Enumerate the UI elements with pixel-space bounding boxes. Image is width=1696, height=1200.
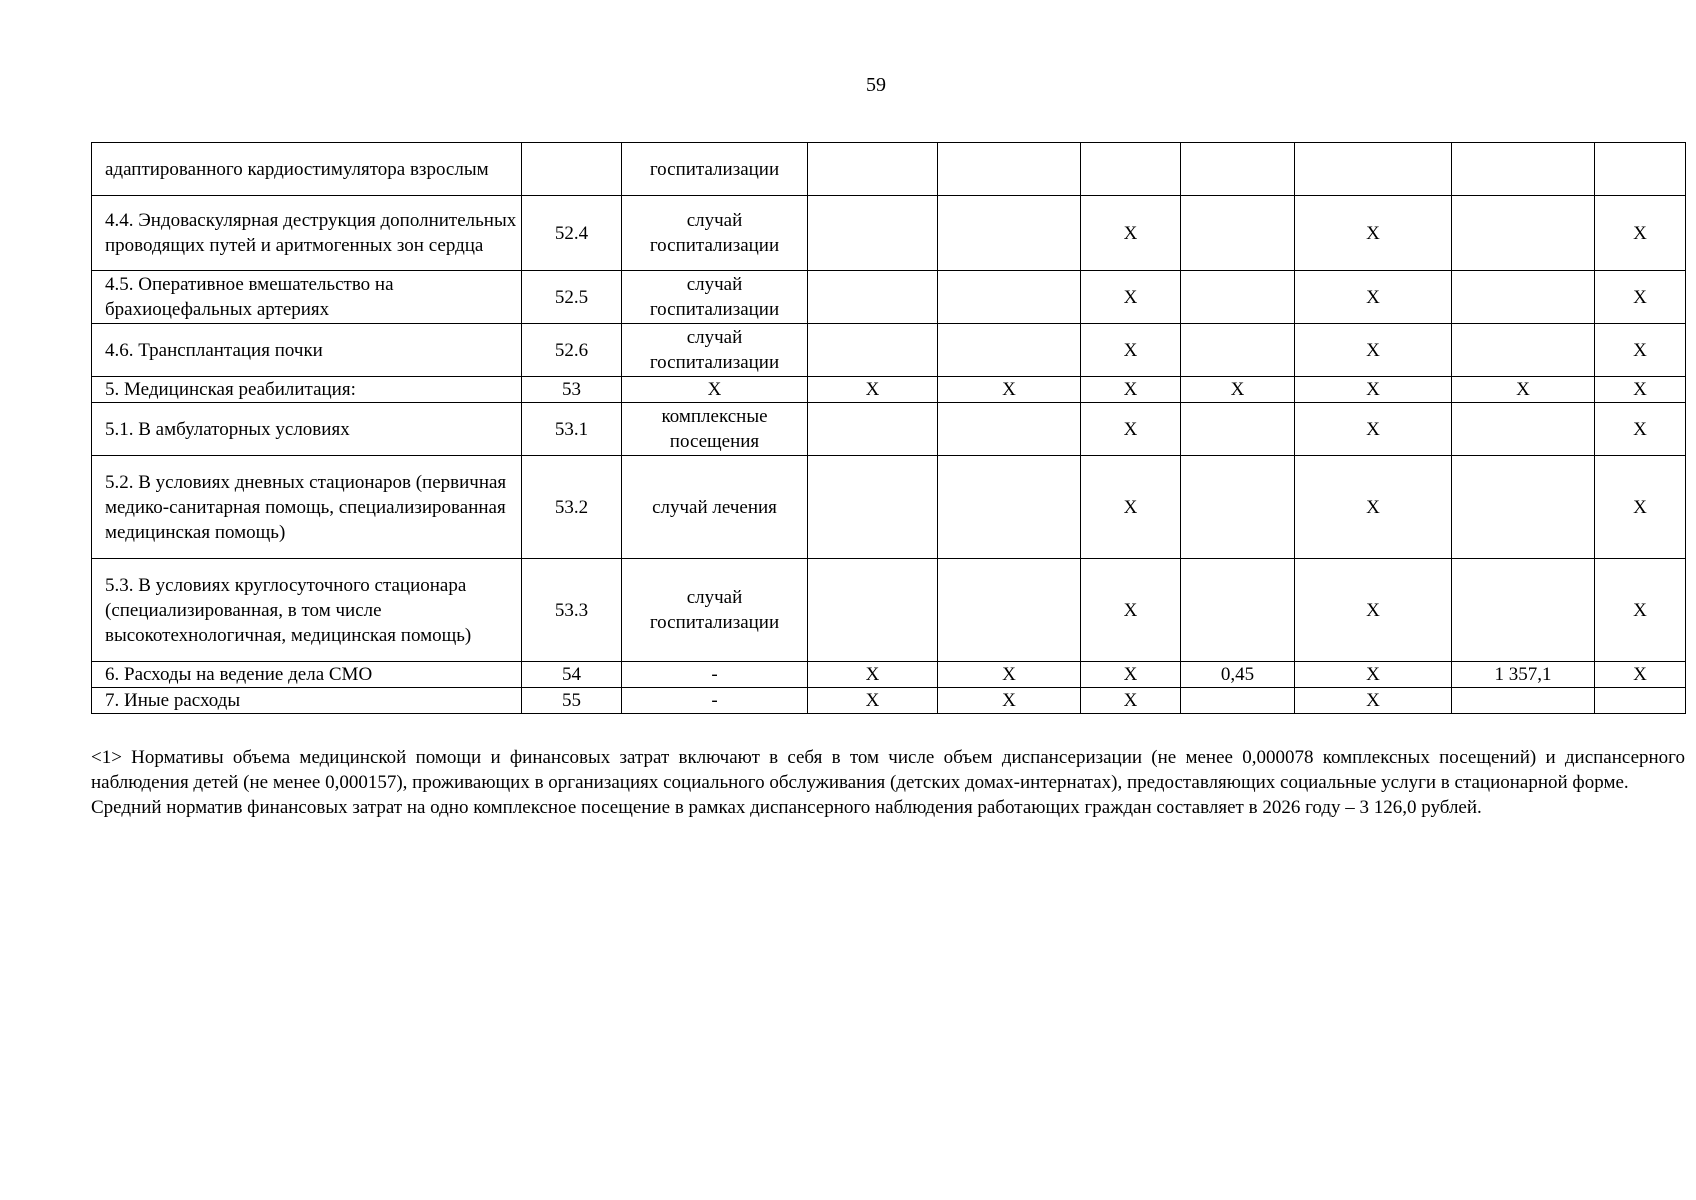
row-unit: случай госпитализации — [622, 324, 808, 377]
row-code: 53 — [522, 377, 622, 403]
cell-col-4: Х — [808, 662, 938, 688]
cell-col-10: Х — [1595, 324, 1686, 377]
cell-col-5: Х — [938, 688, 1081, 714]
cell-col-6: Х — [1081, 559, 1181, 662]
cell-col-8: Х — [1295, 662, 1452, 688]
cell-col-9 — [1452, 324, 1595, 377]
cell-col-4 — [808, 456, 938, 559]
cell-col-8: Х — [1295, 456, 1452, 559]
row-code: 52.5 — [522, 271, 622, 324]
row-unit: госпитализации — [622, 143, 808, 196]
cell-col-5: Х — [938, 377, 1081, 403]
cell-col-8 — [1295, 143, 1452, 196]
row-unit: - — [622, 662, 808, 688]
cell-col-5 — [938, 143, 1081, 196]
cell-col-9 — [1452, 688, 1595, 714]
cell-col-5 — [938, 271, 1081, 324]
row-name: 7. Иные расходы — [92, 688, 522, 714]
cell-col-7 — [1181, 196, 1295, 271]
cell-col-6: Х — [1081, 403, 1181, 456]
cell-col-9 — [1452, 196, 1595, 271]
table-row — [92, 377, 1686, 403]
cell-col-7 — [1181, 271, 1295, 324]
cell-col-6: Х — [1081, 324, 1181, 377]
footnotes — [91, 745, 1685, 820]
row-name: 5.3. В условиях круглосуточного стационара (специализированная, в том числе высокотехнологичная, медицинская помощь) — [92, 559, 522, 662]
cell-col-9 — [1452, 456, 1595, 559]
cell-col-5 — [938, 324, 1081, 377]
row-name: 4.5. Оперативное вмешательство на брахиоцефальных артериях — [92, 271, 522, 324]
row-unit: - — [622, 688, 808, 714]
row-code: 53.1 — [522, 403, 622, 456]
row-code: 54 — [522, 662, 622, 688]
row-name: 4.6. Трансплантация почки — [92, 324, 522, 377]
row-name: 5.1. В амбулаторных условиях — [92, 403, 522, 456]
table-row — [92, 559, 1686, 662]
cell-col-8: Х — [1295, 403, 1452, 456]
cell-col-10: Х — [1595, 456, 1686, 559]
cell-col-10 — [1595, 143, 1686, 196]
row-name: адаптированного кардиостимулятора взрослым — [92, 143, 522, 196]
row-name: 6. Расходы на ведение дела СМО — [92, 662, 522, 688]
cell-col-4 — [808, 324, 938, 377]
cell-col-7 — [1181, 559, 1295, 662]
row-unit: Х — [622, 377, 808, 403]
cell-col-7: Х — [1181, 377, 1295, 403]
footnote-1: <1> Нормативы объема медицинской помощи и финансовых затрат включают в себя в том числе объем диспансеризации (не менее 0,000078 комплексных посещений) и диспансерного наблюдения детей (не менее 0,000157), проживающих в организациях социального обслуживания (детских домах-интернатах), предоставляющих социальные услуги в стационарной форме. — [91, 747, 1685, 793]
cell-col-7 — [1181, 324, 1295, 377]
table-row — [92, 688, 1686, 714]
table-body — [92, 143, 1686, 714]
cell-col-6 — [1081, 143, 1181, 196]
cell-col-10 — [1595, 688, 1686, 714]
row-name: 4.4. Эндоваскулярная деструкция дополнительных проводящих путей и аритмогенных зон сердца — [92, 196, 522, 271]
cell-col-4 — [808, 403, 938, 456]
cell-col-9 — [1452, 403, 1595, 456]
data-table — [91, 142, 1686, 714]
cell-col-5 — [938, 456, 1081, 559]
cell-col-10: Х — [1595, 403, 1686, 456]
cell-col-4 — [808, 196, 938, 271]
cell-col-7 — [1181, 456, 1295, 559]
cell-col-10: Х — [1595, 559, 1686, 662]
footnote-2: Средний норматив финансовых затрат на одно комплексное посещение в рамках диспансерного наблюдения работающих граждан составляет в 2026 году – 3 126,0 рублей. — [91, 797, 1482, 818]
row-code: 52.4 — [522, 196, 622, 271]
row-name: 5.2. В условиях дневных стационаров (первичная медико-санитарная помощь, специализированная медицинская помощь) — [92, 456, 522, 559]
cell-col-5 — [938, 559, 1081, 662]
cell-col-10: Х — [1595, 662, 1686, 688]
cell-col-6: Х — [1081, 377, 1181, 403]
table-row — [92, 324, 1686, 377]
cell-col-6: Х — [1081, 271, 1181, 324]
cell-col-5: Х — [938, 662, 1081, 688]
cell-col-9 — [1452, 559, 1595, 662]
cell-col-7 — [1181, 403, 1295, 456]
cell-col-4: Х — [808, 377, 938, 403]
cell-col-10: Х — [1595, 196, 1686, 271]
cell-col-9 — [1452, 143, 1595, 196]
cell-col-8: Х — [1295, 324, 1452, 377]
cell-col-5 — [938, 196, 1081, 271]
row-code: 53.3 — [522, 559, 622, 662]
table-row — [92, 143, 1686, 196]
row-name: 5. Медицинская реабилитация: — [92, 377, 522, 403]
cell-col-7: 0,45 — [1181, 662, 1295, 688]
cell-col-5 — [938, 403, 1081, 456]
table-row — [92, 456, 1686, 559]
row-unit: случай госпитализации — [622, 271, 808, 324]
row-code — [522, 143, 622, 196]
table-row — [92, 196, 1686, 271]
row-unit: случай госпитализации — [622, 196, 808, 271]
cell-col-6: Х — [1081, 662, 1181, 688]
cell-col-8: Х — [1295, 688, 1452, 714]
row-unit: случай госпитализации — [622, 559, 808, 662]
cell-col-4: Х — [808, 688, 938, 714]
cell-col-9: Х — [1452, 377, 1595, 403]
cell-col-8: Х — [1295, 271, 1452, 324]
cell-col-8: Х — [1295, 559, 1452, 662]
table-row — [92, 403, 1686, 456]
cell-col-7 — [1181, 688, 1295, 714]
cell-col-9 — [1452, 271, 1595, 324]
cell-col-4 — [808, 271, 938, 324]
cell-col-6: Х — [1081, 196, 1181, 271]
cell-col-10: Х — [1595, 377, 1686, 403]
cell-col-9: 1 357,1 — [1452, 662, 1595, 688]
cell-col-10: Х — [1595, 271, 1686, 324]
cell-col-4 — [808, 559, 938, 662]
row-code: 53.2 — [522, 456, 622, 559]
cell-col-8: Х — [1295, 196, 1452, 271]
row-code: 55 — [522, 688, 622, 714]
table-row — [92, 271, 1686, 324]
page-number: 59 — [866, 74, 886, 96]
cell-col-8: Х — [1295, 377, 1452, 403]
row-code: 52.6 — [522, 324, 622, 377]
cell-col-4 — [808, 143, 938, 196]
row-unit: комплексные посещения — [622, 403, 808, 456]
row-unit: случай лечения — [622, 456, 808, 559]
table-row — [92, 662, 1686, 688]
cell-col-7 — [1181, 143, 1295, 196]
cell-col-6: Х — [1081, 456, 1181, 559]
cell-col-6: Х — [1081, 688, 1181, 714]
